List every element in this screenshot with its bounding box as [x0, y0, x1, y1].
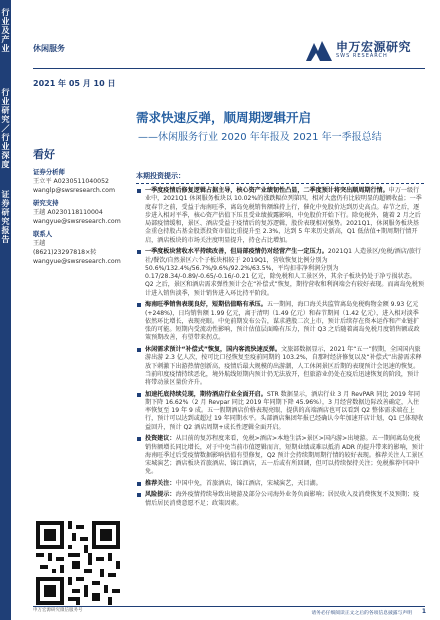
- support-label: 研究支持: [33, 199, 59, 207]
- bullet-lead: 推荐关注：: [145, 479, 176, 487]
- brand-name-cn: 申万宏源研究: [336, 40, 412, 54]
- list-item: [136, 248, 424, 298]
- report-title: 需求快速反弹，顺周期逻辑开启: [136, 110, 312, 125]
- bullet-body: STR 数据显示，酒店行业 3 月 RevPAR 同比 2019 年同期下降 16.62%（2 月 Revpar 同比 2019 年同期下降 45.96%），3 月经营数据边际改善确定，入住率恢复至 19 年 9 成。五一假期酒店价格表现亮眼，提供的高端酒店也可以看到 Q2 整体需求端在上行，预计可以达到或超过 19 年同期水平。头部酒店集团年报已经确认今年加速开店计划，Q1 已体现收益回升，预计 Q2 酒店周期+成长性逻辑全面开启。: [145, 390, 424, 431]
- list-item: [136, 435, 424, 476]
- bullet-lead: 加速托底持续兑现，期待酒店行业全面开启。: [145, 390, 267, 398]
- support-line: 王越 A0230118110004: [33, 209, 103, 216]
- side-tag-industry: 行业及产业: [1, 8, 10, 53]
- bullet-body: 2021Q1 人造景区/免税/酒店/旅行社/餐饮/自然景区六个子板块相较于 2019Q1，营收恢复比例分别为 50.6%/132.4%/56.7%/9.6%/92.2%/63.5%，平均扣非净利润分别为 0.17/28.34/-0.89/-0.65/-0.16/-0.21 亿元，除免税和人工景区外，其余子板块仍处于净亏损状态。Q2 之后，景区和酒店需求弹性预计会在“补偿式”恢复，期待营收和利润端会有较好表现。而离岛免税预计进入销售淡季，预计销售进入环比持平阶段。: [145, 248, 424, 297]
- bullet-lead: 风险提示：: [145, 491, 176, 499]
- bullet-body: 从目前的复苏程度来看，免税>酒店>本地生活>景区>国内游>出境游。五一期间离岛免税销售额增长同比增长，对于中免当前市值逻辑而言，短期业绩或难以抵消 ADR 的提升带来的影响，预计海南旺季过后受疫情数据影响估值有望修复，Q2 预计会持续期周期行情的较好表现。推荐关注人工景区宋城演艺；酒店板块首旅酒店、锦江酒店，五一后或有所回调，但可以持续保持关注；免税推荐中国中免。: [145, 435, 424, 476]
- qr-caption: 申万宏源研究微信服务号: [33, 608, 83, 613]
- bullet-lead: 一季度板块营收水平持续改善，但局部疫情仍对经营产生一定压力。: [145, 248, 328, 256]
- report-date: 2021 年 05 月 10 日: [33, 79, 116, 88]
- analyst-label: 证券分析师: [33, 168, 65, 176]
- header-divider: [33, 68, 425, 69]
- contact-name: 王越: [33, 240, 46, 247]
- side-tag-securities: 证券研究报告: [1, 190, 10, 244]
- bullet-body: 文旅部数据显示，2021 年“五一”假期，全国国内旅游出游 2.3 亿人次，按可比口径恢复至疫前同期的 103.2%，自那时经济修复以及“补偿式”出游需求释放下刺激下出游热情创新高，疫情后最大规模的出游潮，人工休闲景区后期的表现预计会迅速的恢复。当前印度疫情持续恶化，境外航线短期内预计仍无法放开，但旅游业仍处在疫后迅速恢复的阶段，预计将带动景区量价齐升。: [145, 345, 422, 387]
- list-item: [136, 391, 424, 432]
- brand-name-en: SWS RESEARCH: [336, 53, 388, 59]
- list-item: [136, 346, 424, 387]
- side-tag-report-type: 行业研究／行业深度: [1, 88, 10, 169]
- brand-logo: [306, 38, 422, 64]
- analyst-line: 王立平 A0230511040052: [33, 178, 109, 185]
- report-subtitle: ——休闲服务行业 2020 年年报及 2021 年一季报总结: [138, 132, 382, 143]
- contact-email[interactable]: wangyue@swsresearch.com: [33, 258, 121, 265]
- list-item: [136, 491, 424, 508]
- industry-rating: 看好: [33, 148, 55, 161]
- contact-label: 联系人: [33, 230, 53, 238]
- support-email[interactable]: wangyue@swsresearch.com: [33, 218, 121, 225]
- footer-divider: [33, 606, 425, 607]
- bullet-lead: 海南旺季销售表现良好，短期估值略有承压。: [145, 301, 267, 309]
- bullet-body: 五一期间，海口海关共监管离岛免税购物金额 9.93 亿元(+248%)，日均销售额 1.99 亿元，离于清明（1.49 亿元）和春节期间（1.42 亿元），进入相对淡季依然环比增长，表现亮眼。中免前期发布公告，谋求港股二次上市，预计后续存在资本运作和产业链扩张的可能。短期内受流动性影响，预计估值层面略有压力，预计 Q3 之后随着离岛免税月度销售额或政策预期改善，有望带来拐点。: [145, 301, 420, 342]
- list-item: [136, 301, 424, 342]
- investment-highlights: [136, 171, 424, 511]
- list-item: [136, 187, 424, 245]
- bullet-lead: 一季度疫情后修复逻辑占据主导，核心资产业绩韧性凸显，二季度预计将突出顺周期行情。: [145, 187, 389, 194]
- industry-label: 休闲服务: [33, 44, 65, 53]
- disclaimer-note: 请务必仔细阅读正文之后的各项信息披露与声明: [311, 611, 412, 616]
- analyst-email[interactable]: wanglp@swsresearch.com: [33, 187, 115, 194]
- bullet-body: 海外疫情持续导致出境游及部分公司海外业务负面影响；居民收入及消费恢复不及预期；疫情后居民消费意愿不足；政策因素。: [145, 491, 420, 507]
- qr-code-icon: [36, 521, 120, 605]
- bullet-body: 申万一级行业中，2021Q1 休闲服务板块以 10.02%的涨跌幅位列第四，相对大盘仍有比较明显的超额收益；一季度春节之前，受益于海南旺季，离岛免税销售额维持上行，催化中免股价达到历史高点。春节之后，逐步进入相对平季，核心资产估值下压且受业绩披露影响，中免股价开始下行。除免税外，随着 2 月之后局部疫情缓和，景区、酒店受益于疫情后的复苏逻辑，股价表现相对强势。2021Q1，休闲服务板块基金重仓持股占基金股票投资市值比重提升至 2.3%，达到 5 年来历史新高，Q1 低估值+期周期行情开启，酒店板块的市场关注度明显提升，持仓占比增加。: [145, 187, 422, 244]
- bullet-lead: 投资建议：: [145, 435, 176, 443]
- analyst-panel: [33, 168, 125, 266]
- bullet-body: 中国中免，首旅酒店，锦江酒店，宋城演艺，天目湖。: [175, 479, 322, 487]
- page-number: 1: [421, 608, 426, 615]
- section-title: 本期投资提示：: [136, 171, 424, 184]
- contact-phone: (8621)23297818×转: [33, 249, 97, 256]
- list-item: [136, 480, 424, 488]
- side-band: [0, 0, 11, 620]
- brand-mark-icon: [306, 39, 332, 61]
- bullet-lead: 休闲需求预计“补偿式”恢复，国内客流快速反弹。: [145, 345, 281, 353]
